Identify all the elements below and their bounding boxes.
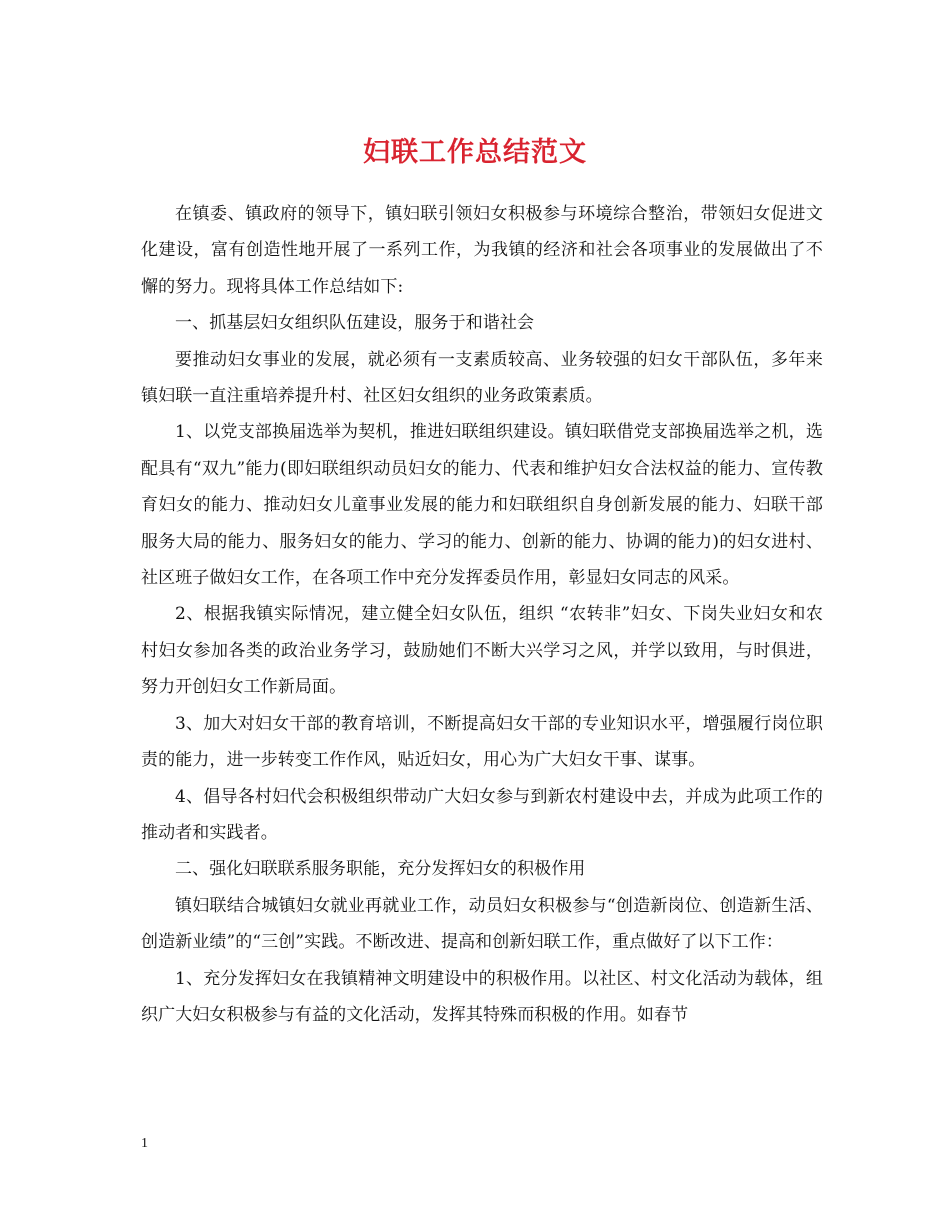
section-1-item-1: 1、以党支部换届选举为契机，推进妇联组织建设。镇妇联借党支部换届选举之机，选配具有“双九”能力(即妇联组织动员妇女的能力、代表和维护妇女合法权益的能力、宣传教育妇女的能力、推动妇女儿童事业发展的能力和妇联组织自身创新发展的能力、妇联干部服务大局的能力、服务妇女的能力、学习的能力、创新的能力、协调的能力)的妇女进村、社区班子做妇女工作，在各项工作中充分发挥委员作用，彰显妇女同志的风采。 xyxy=(141,422,823,589)
section-heading-1: 一、抓基层妇女组织队伍建设，服务于和谐社会 xyxy=(175,313,535,334)
document-title: 妇联工作总结范文 xyxy=(363,137,587,168)
page-number: 1 xyxy=(141,1136,148,1151)
document-body xyxy=(141,196,823,1033)
section-heading-2: 二、强化妇联联系服务职能，充分发挥妇女的积极作用 xyxy=(175,859,586,880)
section-1-item-3: 3、加大对妇女干部的教育培训，不断提高妇女干部的专业知识水平，增强履行岗位职责的能力，进一步转变工作作风，贴近妇女，用心为广大妇女干事、谋事。 xyxy=(141,713,823,771)
section-2-item-1: 1、充分发挥妇女在我镇精神文明建设中的积极作用。以社区、村文化活动为载体，组织广大妇女积极参与有益的文化活动，发挥其特殊而积极的作用。如春节 xyxy=(141,968,823,1025)
section-1-paragraph: 要推动妇女事业的发展，就必须有一支素质较高、业务较强的妇女干部队伍，多年来镇妇联一直注重培养提升村、社区妇女组织的业务政策素质。 xyxy=(141,349,823,407)
section-1-item-2: 2、根据我镇实际情况，建立健全妇女队伍，组织 “农转非”妇女、下岗失业妇女和农村妇女参加各类的政治业务学习，鼓励她们不断大兴学习之风，并学以致用，与时俱进，努力开创妇女工作新局面。 xyxy=(141,604,823,698)
section-2-paragraph: 镇妇联结合城镇妇女就业再就业工作，动员妇女积极参与“创造新岗位、创造新生活、创造新业绩”的“三创”实践。不断改进、提高和创新妇联工作，重点做好了以下工作： xyxy=(141,895,823,953)
section-1-item-4: 4、倡导各村妇代会积极组织带动广大妇女参与到新农村建设中去，并成为此项工作的推动者和实践者。 xyxy=(141,786,823,843)
intro-paragraph: 在镇委、镇政府的领导下，镇妇联引领妇女积极参与环境综合整治，带领妇女促进文化建设，富有创造性地开展了一系列工作，为我镇的经济和社会各项事业的发展做出了不懈的努力。现将具体工作总结如下: xyxy=(141,204,823,297)
